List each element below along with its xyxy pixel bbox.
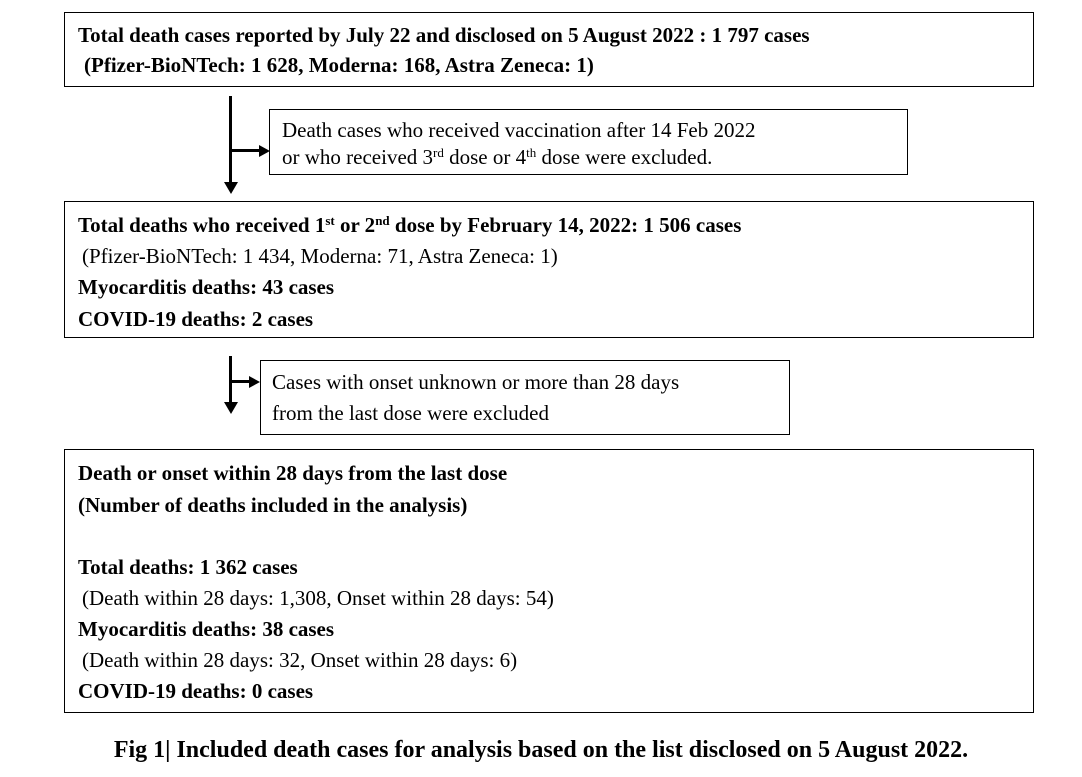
exclusion-box-2 (260, 360, 790, 435)
box-first-second-dose (64, 201, 1034, 338)
total-deaths-1362: Total deaths: 1 362 cases (78, 555, 298, 579)
myocarditis-deaths-43: Myocarditis deaths: 43 cases (78, 275, 335, 299)
included-subheading: (Number of deaths included in the analysis) (78, 493, 468, 517)
box-included-analysis (64, 449, 1034, 713)
exclusion-1-line-1: Death cases who received vaccination after 14 Feb 2022 (282, 118, 756, 142)
figure-caption: Fig 1| Included death cases for analysis based on the list disclosed on 5 August 2022. (113, 737, 969, 763)
myocarditis-breakdown: (Death within 28 days: 32, Onset within 28 days: 6) (82, 648, 518, 672)
exclusion-2-line-1: Cases with onset unknown or more than 28 days (272, 370, 680, 394)
connector-2-branch (230, 380, 250, 383)
total-reported-text: Total death cases reported by July 22 and disclosed on 5 August 2022 : 1 797 cases (78, 23, 810, 47)
connector-1-arrowhead (224, 182, 238, 194)
exclusion-2-line-2: from the last dose were excluded (272, 401, 549, 425)
exclusion-box-1 (269, 109, 908, 175)
connector-1-vertical (229, 96, 232, 184)
connector-2-branch-arrowhead (249, 376, 260, 388)
myocarditis-deaths-38: Myocarditis deaths: 38 cases (78, 617, 335, 641)
total-deaths-breakdown: (Death within 28 days: 1,308, Onset within 28 days: 54) (82, 586, 554, 610)
box-total-reported (64, 12, 1034, 87)
first-second-dose-breakdown: (Pfizer-BioNTech: 1 434, Moderna: 71, Astra Zeneca: 1) (82, 244, 558, 268)
exclusion-1-line-2: or who received 3rd dose or 4th dose were excluded. (282, 145, 713, 169)
connector-2-arrowhead (224, 402, 238, 414)
connector-1-branch (230, 149, 260, 152)
first-second-dose-total: Total deaths who received 1st or 2nd dose by February 14, 2022: 1 506 cases (78, 213, 742, 237)
covid-deaths-2: COVID-19 deaths: 2 cases (78, 307, 314, 331)
covid-deaths-0: COVID-19 deaths: 0 cases (78, 679, 314, 703)
total-reported-breakdown: (Pfizer-BioNTech: 1 628, Moderna: 168, Astra Zeneca: 1) (84, 53, 594, 77)
included-heading: Death or onset within 28 days from the last dose (78, 461, 508, 485)
